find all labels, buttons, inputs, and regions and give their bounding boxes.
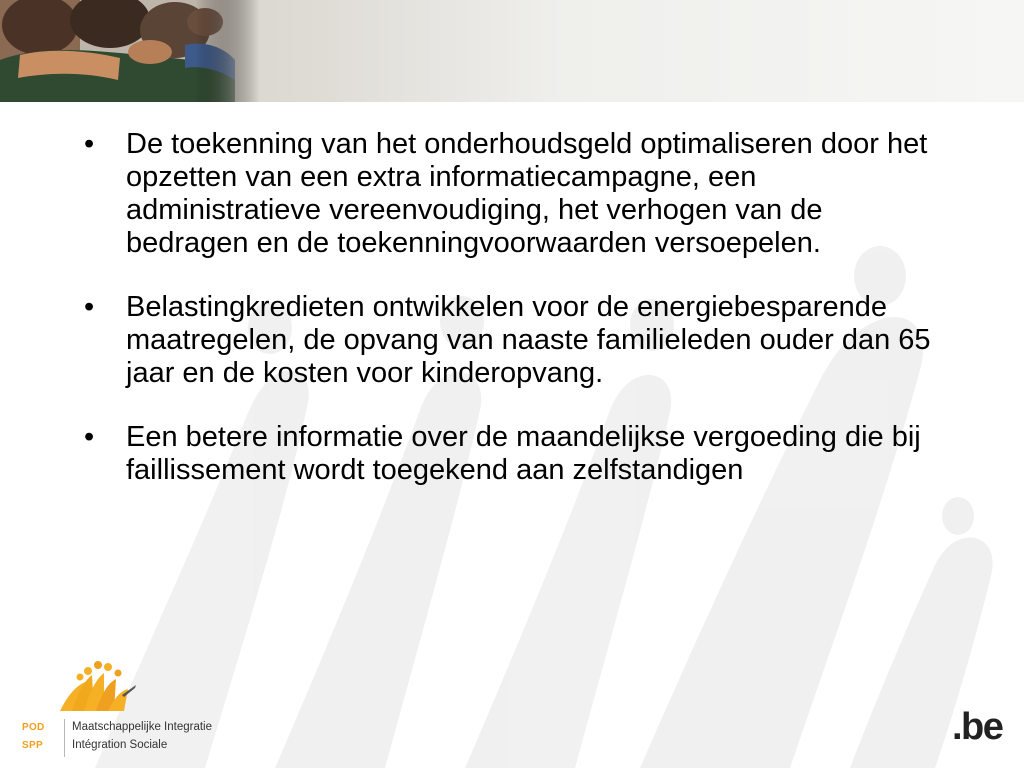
bullet-text: Belastingkredieten ontwikkelen voor de energiebesparende maatregelen, de opvang van naaste familieleden ouder dan 65 jaar en de kosten voor kinderopvang. [126, 291, 931, 389]
family-photo [0, 0, 260, 102]
header-banner [0, 0, 1024, 102]
bullet-text: Een betere informatie over de maandelijkse vergoeding die bij faillissement wordt toegekend aan zelfstandigen [126, 421, 921, 486]
pod-logo [18, 655, 218, 760]
logo-abbr-nl: POD [22, 722, 45, 733]
bullet-item [80, 291, 950, 390]
bullet-list [80, 128, 950, 518]
logo-name-nl: Maatschappelijke Integratie [72, 721, 212, 733]
bullet-marker: • [84, 421, 95, 453]
logo-divider [64, 719, 65, 757]
logo-abbr-fr: SPP [22, 740, 43, 751]
bullet-text: De toekenning van het onderhoudsgeld optimaliseren door het opzetten van een extra informatiecampagne, een administratieve vereenvoudiging, het verhogen van de bedragen en de toekenningvoorwaarden versoepelen. [126, 128, 928, 259]
people-logo-icon [58, 655, 138, 715]
logo-name-fr: Intégration Sociale [72, 739, 168, 751]
bullet-item [80, 128, 950, 260]
bullet-marker: • [84, 291, 95, 323]
bullet-item [80, 421, 950, 487]
bullet-marker: • [84, 128, 95, 160]
be-logo: .be [952, 706, 1003, 748]
